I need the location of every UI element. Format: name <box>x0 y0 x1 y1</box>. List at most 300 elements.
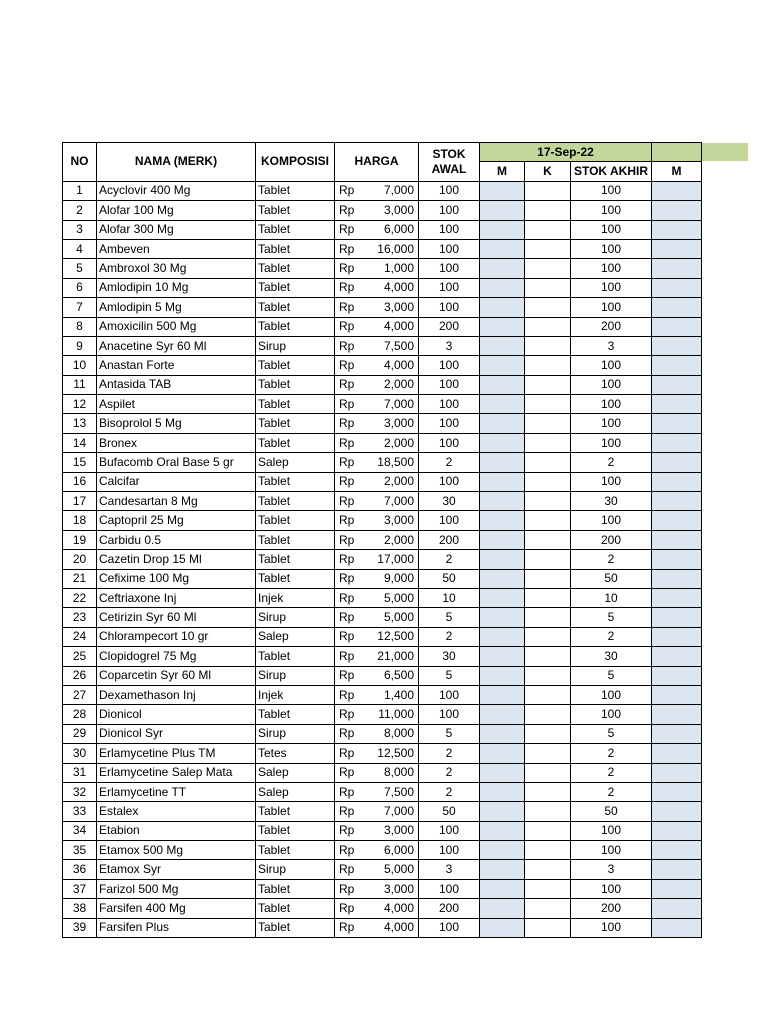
cell-m2[interactable] <box>652 841 702 860</box>
cell-harga[interactable]: 3,000 <box>366 511 419 530</box>
cell-no[interactable]: 36 <box>63 860 97 879</box>
cell-harga[interactable]: 6,000 <box>366 220 419 239</box>
cell-k[interactable] <box>525 569 571 588</box>
cell-currency[interactable]: Rp <box>335 918 366 937</box>
cell-stok-akhir[interactable]: 100 <box>571 395 652 414</box>
cell-komposisi[interactable]: Salep <box>256 782 335 801</box>
cell-m2[interactable] <box>652 569 702 588</box>
cell-k[interactable] <box>525 181 571 200</box>
cell-no[interactable]: 31 <box>63 763 97 782</box>
cell-m[interactable] <box>480 763 525 782</box>
cell-nama[interactable]: Dionicol <box>97 705 256 724</box>
cell-nama[interactable]: Ambroxol 30 Mg <box>97 259 256 278</box>
cell-komposisi[interactable]: Salep <box>256 453 335 472</box>
cell-m[interactable] <box>480 239 525 258</box>
cell-komposisi[interactable]: Sirup <box>256 860 335 879</box>
cell-currency[interactable]: Rp <box>335 492 366 511</box>
cell-harga[interactable]: 3,000 <box>366 298 419 317</box>
cell-currency[interactable]: Rp <box>335 588 366 607</box>
cell-harga[interactable]: 4,000 <box>366 278 419 297</box>
cell-k[interactable] <box>525 239 571 258</box>
cell-m[interactable] <box>480 918 525 937</box>
cell-no[interactable]: 37 <box>63 879 97 898</box>
cell-no[interactable]: 1 <box>63 181 97 200</box>
cell-komposisi[interactable]: Tablet <box>256 899 335 918</box>
cell-currency[interactable]: Rp <box>335 433 366 452</box>
cell-stok-awal[interactable]: 100 <box>419 414 480 433</box>
cell-m2[interactable] <box>652 705 702 724</box>
cell-m2[interactable] <box>652 685 702 704</box>
cell-currency[interactable]: Rp <box>335 879 366 898</box>
cell-m[interactable] <box>480 744 525 763</box>
cell-stok-awal[interactable]: 100 <box>419 181 480 200</box>
cell-nama[interactable]: Erlamycetine TT <box>97 782 256 801</box>
cell-harga[interactable]: 2,000 <box>366 375 419 394</box>
cell-currency[interactable]: Rp <box>335 317 366 336</box>
cell-k[interactable] <box>525 763 571 782</box>
cell-no[interactable]: 28 <box>63 705 97 724</box>
cell-no[interactable]: 3 <box>63 220 97 239</box>
cell-currency[interactable]: Rp <box>335 666 366 685</box>
cell-nama[interactable]: Etamox Syr <box>97 860 256 879</box>
cell-no[interactable]: 16 <box>63 472 97 491</box>
cell-m[interactable] <box>480 259 525 278</box>
cell-k[interactable] <box>525 298 571 317</box>
cell-no[interactable]: 26 <box>63 666 97 685</box>
cell-currency[interactable]: Rp <box>335 802 366 821</box>
cell-harga[interactable]: 3,000 <box>366 821 419 840</box>
cell-stok-awal[interactable]: 100 <box>419 375 480 394</box>
cell-stok-akhir[interactable]: 100 <box>571 685 652 704</box>
cell-stok-akhir[interactable]: 200 <box>571 899 652 918</box>
cell-k[interactable] <box>525 608 571 627</box>
cell-nama[interactable]: Erlamycetine Salep Mata <box>97 763 256 782</box>
cell-k[interactable] <box>525 841 571 860</box>
cell-harga[interactable]: 3,000 <box>366 201 419 220</box>
cell-nama[interactable]: Anacetine Syr 60 Ml <box>97 336 256 355</box>
cell-harga[interactable]: 1,000 <box>366 259 419 278</box>
cell-stok-akhir[interactable]: 100 <box>571 705 652 724</box>
cell-k[interactable] <box>525 782 571 801</box>
cell-stok-akhir[interactable]: 100 <box>571 433 652 452</box>
cell-stok-akhir[interactable]: 100 <box>571 298 652 317</box>
cell-komposisi[interactable]: Tablet <box>256 181 335 200</box>
cell-k[interactable] <box>525 492 571 511</box>
cell-currency[interactable]: Rp <box>335 298 366 317</box>
cell-no[interactable]: 34 <box>63 821 97 840</box>
cell-m2[interactable] <box>652 860 702 879</box>
cell-m[interactable] <box>480 530 525 549</box>
cell-k[interactable] <box>525 802 571 821</box>
cell-stok-awal[interactable]: 30 <box>419 647 480 666</box>
cell-currency[interactable]: Rp <box>335 763 366 782</box>
cell-m[interactable] <box>480 356 525 375</box>
cell-harga[interactable]: 18,500 <box>366 453 419 472</box>
cell-m[interactable] <box>480 724 525 743</box>
cell-stok-awal[interactable]: 3 <box>419 860 480 879</box>
cell-m2[interactable] <box>652 647 702 666</box>
cell-nama[interactable]: Dexamethason Inj <box>97 685 256 704</box>
cell-m2[interactable] <box>652 821 702 840</box>
cell-k[interactable] <box>525 278 571 297</box>
cell-m[interactable] <box>480 433 525 452</box>
cell-currency[interactable]: Rp <box>335 627 366 646</box>
cell-m[interactable] <box>480 821 525 840</box>
cell-nama[interactable]: Chlorampecort 10 gr <box>97 627 256 646</box>
cell-stok-akhir[interactable]: 100 <box>571 414 652 433</box>
cell-stok-awal[interactable]: 100 <box>419 433 480 452</box>
cell-stok-akhir[interactable]: 100 <box>571 220 652 239</box>
cell-m[interactable] <box>480 414 525 433</box>
cell-m[interactable] <box>480 220 525 239</box>
cell-no[interactable]: 25 <box>63 647 97 666</box>
cell-nama[interactable]: Amlodipin 10 Mg <box>97 278 256 297</box>
cell-stok-awal[interactable]: 100 <box>419 918 480 937</box>
cell-m2[interactable] <box>652 220 702 239</box>
cell-nama[interactable]: Antasida TAB <box>97 375 256 394</box>
cell-currency[interactable]: Rp <box>335 744 366 763</box>
cell-k[interactable] <box>525 317 571 336</box>
cell-k[interactable] <box>525 860 571 879</box>
cell-m2[interactable] <box>652 608 702 627</box>
cell-stok-akhir[interactable]: 200 <box>571 317 652 336</box>
cell-stok-akhir[interactable]: 30 <box>571 492 652 511</box>
cell-nama[interactable]: Alofar 300 Mg <box>97 220 256 239</box>
cell-currency[interactable]: Rp <box>335 356 366 375</box>
cell-komposisi[interactable]: Tablet <box>256 879 335 898</box>
cell-stok-awal[interactable]: 200 <box>419 899 480 918</box>
cell-no[interactable]: 27 <box>63 685 97 704</box>
cell-stok-akhir[interactable]: 5 <box>571 666 652 685</box>
cell-no[interactable]: 33 <box>63 802 97 821</box>
cell-m2[interactable] <box>652 433 702 452</box>
cell-komposisi[interactable]: Tablet <box>256 317 335 336</box>
cell-stok-awal[interactable]: 100 <box>419 511 480 530</box>
cell-k[interactable] <box>525 724 571 743</box>
cell-no[interactable]: 32 <box>63 782 97 801</box>
cell-currency[interactable]: Rp <box>335 375 366 394</box>
cell-k[interactable] <box>525 201 571 220</box>
cell-nama[interactable]: Ambeven <box>97 239 256 258</box>
cell-no[interactable]: 23 <box>63 608 97 627</box>
cell-nama[interactable]: Cefixime 100 Mg <box>97 569 256 588</box>
cell-m2[interactable] <box>652 588 702 607</box>
cell-nama[interactable]: Estalex <box>97 802 256 821</box>
cell-komposisi[interactable]: Tablet <box>256 375 335 394</box>
cell-komposisi[interactable]: Tablet <box>256 433 335 452</box>
cell-stok-awal[interactable]: 2 <box>419 763 480 782</box>
cell-no[interactable]: 6 <box>63 278 97 297</box>
cell-harga[interactable]: 4,000 <box>366 317 419 336</box>
cell-harga[interactable]: 2,000 <box>366 472 419 491</box>
cell-harga[interactable]: 3,000 <box>366 879 419 898</box>
cell-komposisi[interactable]: Salep <box>256 627 335 646</box>
cell-stok-awal[interactable]: 100 <box>419 298 480 317</box>
cell-stok-akhir[interactable]: 100 <box>571 511 652 530</box>
cell-no[interactable]: 35 <box>63 841 97 860</box>
cell-currency[interactable]: Rp <box>335 259 366 278</box>
cell-stok-akhir[interactable]: 2 <box>571 782 652 801</box>
cell-stok-akhir[interactable]: 5 <box>571 724 652 743</box>
cell-m[interactable] <box>480 802 525 821</box>
cell-nama[interactable]: Calcifar <box>97 472 256 491</box>
cell-no[interactable]: 38 <box>63 899 97 918</box>
cell-m2[interactable] <box>652 879 702 898</box>
cell-harga[interactable]: 21,000 <box>366 647 419 666</box>
cell-currency[interactable]: Rp <box>335 647 366 666</box>
cell-currency[interactable]: Rp <box>335 511 366 530</box>
cell-k[interactable] <box>525 472 571 491</box>
cell-k[interactable] <box>525 627 571 646</box>
cell-currency[interactable]: Rp <box>335 569 366 588</box>
cell-k[interactable] <box>525 821 571 840</box>
header-nama[interactable]: NAMA (MERK) <box>97 143 256 182</box>
header-k[interactable]: K <box>525 162 571 181</box>
cell-stok-akhir[interactable]: 100 <box>571 375 652 394</box>
cell-stok-akhir[interactable]: 2 <box>571 627 652 646</box>
cell-stok-awal[interactable]: 100 <box>419 201 480 220</box>
cell-m[interactable] <box>480 492 525 511</box>
cell-komposisi[interactable]: Tablet <box>256 472 335 491</box>
cell-k[interactable] <box>525 414 571 433</box>
cell-harga[interactable]: 4,000 <box>366 899 419 918</box>
cell-komposisi[interactable]: Tablet <box>256 918 335 937</box>
header-komposisi[interactable]: KOMPOSISI <box>256 143 335 182</box>
cell-nama[interactable]: Ceftriaxone Inj <box>97 588 256 607</box>
cell-nama[interactable]: Etabion <box>97 821 256 840</box>
cell-m[interactable] <box>480 278 525 297</box>
cell-stok-awal[interactable]: 200 <box>419 530 480 549</box>
cell-m[interactable] <box>480 511 525 530</box>
cell-komposisi[interactable]: Tablet <box>256 530 335 549</box>
cell-harga[interactable]: 7,000 <box>366 181 419 200</box>
cell-komposisi[interactable]: Sirup <box>256 666 335 685</box>
cell-k[interactable] <box>525 647 571 666</box>
cell-komposisi[interactable]: Tablet <box>256 705 335 724</box>
cell-stok-akhir[interactable]: 2 <box>571 453 652 472</box>
cell-stok-awal[interactable]: 200 <box>419 317 480 336</box>
cell-currency[interactable]: Rp <box>335 685 366 704</box>
cell-m2[interactable] <box>652 763 702 782</box>
cell-harga[interactable]: 5,000 <box>366 608 419 627</box>
cell-stok-akhir[interactable]: 50 <box>571 569 652 588</box>
cell-currency[interactable]: Rp <box>335 782 366 801</box>
cell-m2[interactable] <box>652 724 702 743</box>
cell-currency[interactable]: Rp <box>335 201 366 220</box>
cell-harga[interactable]: 7,000 <box>366 802 419 821</box>
cell-no[interactable]: 29 <box>63 724 97 743</box>
cell-currency[interactable]: Rp <box>335 181 366 200</box>
cell-no[interactable]: 17 <box>63 492 97 511</box>
cell-nama[interactable]: Amlodipin 5 Mg <box>97 298 256 317</box>
cell-stok-awal[interactable]: 100 <box>419 841 480 860</box>
cell-m[interactable] <box>480 647 525 666</box>
cell-m2[interactable] <box>652 472 702 491</box>
cell-currency[interactable]: Rp <box>335 550 366 569</box>
cell-nama[interactable]: Farsifen Plus <box>97 918 256 937</box>
cell-no[interactable]: 12 <box>63 395 97 414</box>
cell-m2[interactable] <box>652 181 702 200</box>
cell-m[interactable] <box>480 899 525 918</box>
cell-no[interactable]: 10 <box>63 356 97 375</box>
cell-komposisi[interactable]: Tablet <box>256 414 335 433</box>
cell-m2[interactable] <box>652 511 702 530</box>
cell-harga[interactable]: 12,500 <box>366 744 419 763</box>
cell-harga[interactable]: 2,000 <box>366 530 419 549</box>
cell-stok-awal[interactable]: 5 <box>419 608 480 627</box>
cell-k[interactable] <box>525 666 571 685</box>
cell-m2[interactable] <box>652 550 702 569</box>
cell-no[interactable]: 15 <box>63 453 97 472</box>
cell-nama[interactable]: Farsifen 400 Mg <box>97 899 256 918</box>
cell-nama[interactable]: Anastan Forte <box>97 356 256 375</box>
cell-m[interactable] <box>480 550 525 569</box>
cell-harga[interactable]: 12,500 <box>366 627 419 646</box>
cell-m[interactable] <box>480 860 525 879</box>
cell-stok-awal[interactable]: 100 <box>419 705 480 724</box>
cell-stok-akhir[interactable]: 5 <box>571 608 652 627</box>
cell-m2[interactable] <box>652 395 702 414</box>
cell-m[interactable] <box>480 782 525 801</box>
cell-no[interactable]: 4 <box>63 239 97 258</box>
cell-stok-awal[interactable]: 100 <box>419 395 480 414</box>
header-stok-awal[interactable] <box>419 143 480 182</box>
cell-harga[interactable]: 4,000 <box>366 918 419 937</box>
cell-stok-akhir[interactable]: 100 <box>571 201 652 220</box>
cell-nama[interactable]: Dionicol Syr <box>97 724 256 743</box>
cell-komposisi[interactable]: Tablet <box>256 569 335 588</box>
cell-currency[interactable]: Rp <box>335 220 366 239</box>
header-m[interactable]: M <box>480 162 525 181</box>
cell-stok-awal[interactable]: 3 <box>419 336 480 355</box>
cell-komposisi[interactable]: Tablet <box>256 298 335 317</box>
cell-stok-awal[interactable]: 2 <box>419 744 480 763</box>
cell-komposisi[interactable]: Sirup <box>256 608 335 627</box>
cell-k[interactable] <box>525 511 571 530</box>
cell-stok-akhir[interactable]: 30 <box>571 647 652 666</box>
cell-stok-awal[interactable]: 100 <box>419 259 480 278</box>
cell-komposisi[interactable]: Tablet <box>256 821 335 840</box>
cell-komposisi[interactable]: Tablet <box>256 278 335 297</box>
cell-stok-awal[interactable]: 100 <box>419 239 480 258</box>
cell-k[interactable] <box>525 356 571 375</box>
cell-komposisi[interactable]: Tablet <box>256 239 335 258</box>
cell-nama[interactable]: Alofar 100 Mg <box>97 201 256 220</box>
cell-komposisi[interactable]: Tablet <box>256 841 335 860</box>
cell-komposisi[interactable]: Sirup <box>256 336 335 355</box>
cell-m2[interactable] <box>652 453 702 472</box>
cell-harga[interactable]: 4,000 <box>366 356 419 375</box>
cell-k[interactable] <box>525 530 571 549</box>
header-stok-akhir[interactable]: STOK AKHIR <box>571 162 652 181</box>
header-harga[interactable]: HARGA <box>335 143 419 182</box>
cell-m[interactable] <box>480 666 525 685</box>
cell-no[interactable]: 8 <box>63 317 97 336</box>
cell-nama[interactable]: Bufacomb Oral Base 5 gr <box>97 453 256 472</box>
cell-currency[interactable]: Rp <box>335 841 366 860</box>
cell-stok-akhir[interactable]: 100 <box>571 181 652 200</box>
cell-m2[interactable] <box>652 414 702 433</box>
cell-komposisi[interactable]: Tablet <box>256 511 335 530</box>
cell-harga[interactable]: 7,500 <box>366 336 419 355</box>
header-no[interactable]: NO <box>63 143 97 182</box>
cell-stok-akhir[interactable]: 100 <box>571 879 652 898</box>
cell-stok-akhir[interactable]: 200 <box>571 530 652 549</box>
cell-currency[interactable]: Rp <box>335 899 366 918</box>
cell-komposisi[interactable]: Tablet <box>256 259 335 278</box>
cell-nama[interactable]: Cetirizin Syr 60 Ml <box>97 608 256 627</box>
cell-k[interactable] <box>525 375 571 394</box>
cell-m2[interactable] <box>652 239 702 258</box>
cell-m[interactable] <box>480 841 525 860</box>
cell-m2[interactable] <box>652 530 702 549</box>
cell-k[interactable] <box>525 705 571 724</box>
cell-harga[interactable]: 7,000 <box>366 395 419 414</box>
cell-currency[interactable]: Rp <box>335 414 366 433</box>
cell-harga[interactable]: 3,000 <box>366 414 419 433</box>
cell-harga[interactable]: 11,000 <box>366 705 419 724</box>
cell-no[interactable]: 13 <box>63 414 97 433</box>
cell-stok-awal[interactable]: 50 <box>419 569 480 588</box>
cell-harga[interactable]: 1,400 <box>366 685 419 704</box>
cell-komposisi[interactable]: Tablet <box>256 220 335 239</box>
cell-harga[interactable]: 5,000 <box>366 860 419 879</box>
cell-no[interactable]: 11 <box>63 375 97 394</box>
cell-stok-akhir[interactable]: 50 <box>571 802 652 821</box>
cell-harga[interactable]: 6,000 <box>366 841 419 860</box>
cell-m2[interactable] <box>652 317 702 336</box>
cell-stok-awal[interactable]: 100 <box>419 879 480 898</box>
cell-stok-akhir[interactable]: 100 <box>571 278 652 297</box>
cell-stok-awal[interactable]: 10 <box>419 588 480 607</box>
cell-harga[interactable]: 6,500 <box>366 666 419 685</box>
cell-stok-awal[interactable]: 100 <box>419 220 480 239</box>
cell-no[interactable]: 19 <box>63 530 97 549</box>
cell-harga[interactable]: 16,000 <box>366 239 419 258</box>
cell-harga[interactable]: 17,000 <box>366 550 419 569</box>
cell-komposisi[interactable]: Sirup <box>256 724 335 743</box>
cell-komposisi[interactable]: Tablet <box>256 550 335 569</box>
cell-stok-awal[interactable]: 30 <box>419 492 480 511</box>
cell-no[interactable]: 39 <box>63 918 97 937</box>
cell-m[interactable] <box>480 879 525 898</box>
cell-stok-awal[interactable]: 5 <box>419 724 480 743</box>
cell-no[interactable]: 30 <box>63 744 97 763</box>
cell-no[interactable]: 24 <box>63 627 97 646</box>
cell-harga[interactable]: 8,000 <box>366 724 419 743</box>
cell-nama[interactable]: Bisoprolol 5 Mg <box>97 414 256 433</box>
header-date-next[interactable] <box>652 143 702 162</box>
cell-k[interactable] <box>525 220 571 239</box>
cell-komposisi[interactable]: Salep <box>256 763 335 782</box>
cell-nama[interactable]: Captopril 25 Mg <box>97 511 256 530</box>
cell-stok-awal[interactable]: 2 <box>419 550 480 569</box>
cell-m[interactable] <box>480 608 525 627</box>
cell-m2[interactable] <box>652 298 702 317</box>
cell-k[interactable] <box>525 336 571 355</box>
cell-stok-awal[interactable]: 100 <box>419 356 480 375</box>
cell-stok-akhir[interactable]: 3 <box>571 860 652 879</box>
cell-no[interactable]: 21 <box>63 569 97 588</box>
cell-komposisi[interactable]: Tablet <box>256 492 335 511</box>
cell-komposisi[interactable]: Injek <box>256 685 335 704</box>
cell-m[interactable] <box>480 317 525 336</box>
cell-stok-akhir[interactable]: 10 <box>571 588 652 607</box>
cell-stok-akhir[interactable]: 100 <box>571 821 652 840</box>
cell-k[interactable] <box>525 453 571 472</box>
cell-k[interactable] <box>525 918 571 937</box>
cell-m[interactable] <box>480 298 525 317</box>
